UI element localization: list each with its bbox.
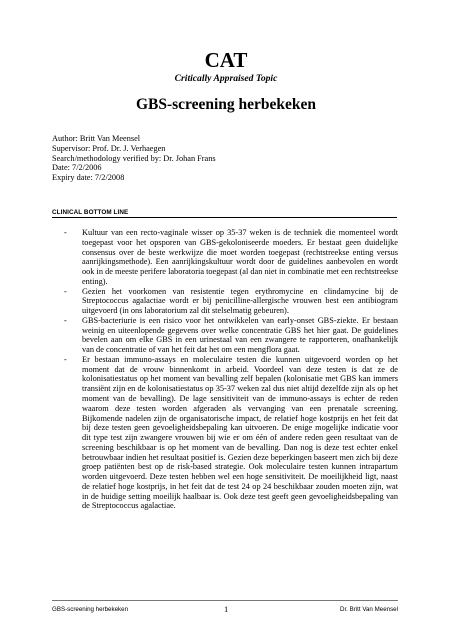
expiry-line: Expiry date: 7/2/2008 (52, 173, 125, 183)
list-item (52, 228, 398, 287)
bullet-dash: - (64, 354, 67, 364)
bottom-line-list (52, 228, 398, 511)
list-item (52, 287, 398, 316)
document-title: GBS-screening herbekeken (135, 96, 317, 113)
page-number: 1 (224, 604, 229, 614)
list-item-text: Er bestaan immuno-assays en moleculaire testen die kunnen uitgevoerd worden op het moment dat de vrouw binnenkomt in arbeid. Voordeel van deze testen is dat ze de kolonisatiestatus op het moment van bevalling zelf bepalen (kolonisatie met GBS kan immers transiënt zijn en de kolonisatiestatus op 35-37 weken zal dus niet altijd dezelfde zijn als op het moment van de bevalling). De lage sensitiviteit van de immuno-assays is echter de reden waarom deze testen worden afgeraden als vervanging van een prenatale screening. Bijkomende nadelen zijn de organisatorische impact, de relatief hoge kostprijs en het feit dat bij deze testen geen gevoeligheidsbepaling kan uitvoeren. De enige mogelijke indicatie voor dit type test zijn zwangere vrouwen bij wie er om één of andere reden geen resultaat van de screening beschikbaar is op het moment van de bevalling. Dan nog is deze test echter enkel betrouwbaar indien het resultaat positief is. Gezien deze beperkingen baseert men zich bij deze groep patiënten best op de risk-based strategie. Ook moleculaire testen kunnen intrapartum worden uitgevoerd. Deze testen hebben wel een hoge sensitiviteit. De moeilijkheid ligt, naast de relatief hoge kostprijs, in het feit dat de test 24 op 24 beschikbaar zouden moeten zijn, wat in de huidige setting moeilijk haalbaar is. Ook deze test geeft geen gevoeligheidsbepaling van de Streptococcus agalactiae. (82, 354, 398, 511)
list-item-text: GBS-bacteriurie is een risico voor het ontwikkelen van early-onset GBS-ziekte. Er bestaan weinig en uiteenlopende gegevens over welke concentratie GBS het hier gaat. De guidelines bevelen aan om elke GBS in een urinestaal van een zwangere te rapporteren, onafhankelijk van de concentratie of van het feit dat het om een mengflora gaat. (82, 315, 398, 355)
footer-title: GBS-screening herbekeken (52, 606, 129, 613)
list-item (52, 355, 398, 511)
supervisor-line: Supervisor: Prof. Dr. J. Verhaegen (52, 143, 166, 153)
list-item-text: Gezien het voorkomen van resistentie tegen erythromycine en clindamycine bij de Streptococcus agalactiae wordt er bij penicilline-allergische vrouwen best een antibiogram uitgevoerd (in ons laboratorium zal dit stelselmatig gebeuren). (82, 286, 398, 316)
bullet-dash: - (64, 286, 67, 296)
bullet-dash: - (64, 315, 67, 325)
footer-author: Dr. Britt Van Meensel (339, 606, 398, 613)
cat-subtitle: Critically Appraised Topic (174, 73, 278, 84)
list-item-text: Kultuur van een recto-vaginale wisser op 35-37 weken is de techniek die momenteel wordt toegepast voor het opsporen van GBS-gekoloniseerde moeders. Er bestaat geen duidelijke consensus over de beste werkwijze die moet worden toegepast (rechtstreekse enting versus aanrijkingsmethode). Een aanrijkingskultuur wordt door de guidelines aanbevolen en wordt ook in de meeste perifere laboratoria toegepast (al dan niet in combinatie met een rechtstreekse enting). (82, 228, 398, 286)
list-item (52, 316, 398, 355)
date-line: Date: 7/2/2006 (52, 163, 102, 173)
section-rule (52, 217, 397, 218)
page-footer (0, 603, 452, 623)
author-line: Author: Britt Van Meensel (52, 134, 141, 143)
verified-line: Search/methodology verified by: Dr. Johan Frans (52, 153, 216, 163)
section-heading: CLINICAL BOTTOM LINE (52, 209, 129, 216)
bullet-dash: - (64, 228, 67, 237)
cat-heading: CAT (204, 48, 248, 72)
footer-rule (52, 600, 398, 601)
metadata-block (52, 134, 216, 183)
